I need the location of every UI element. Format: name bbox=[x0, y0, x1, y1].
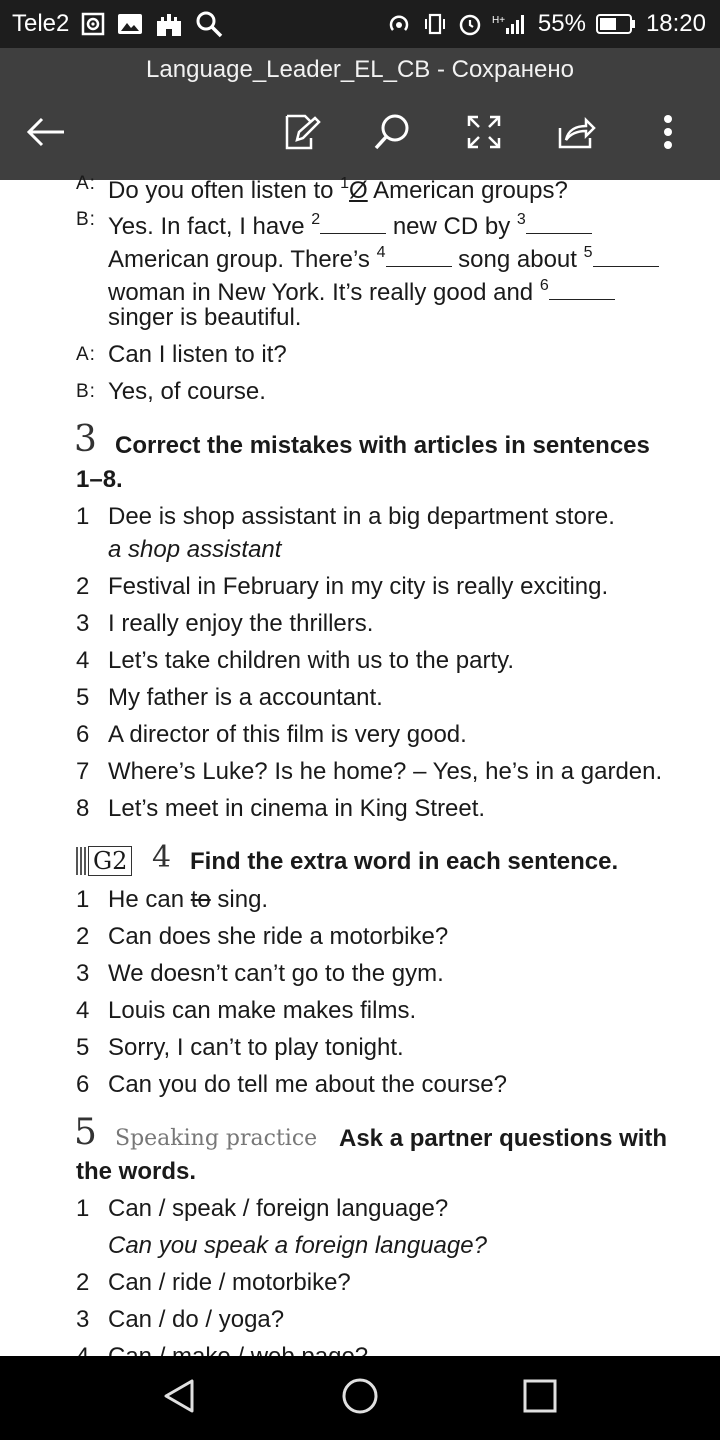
grammar-tag-marker bbox=[76, 847, 88, 875]
alarm-icon bbox=[458, 12, 482, 36]
item-number: 8 bbox=[76, 795, 90, 822]
dialogue-b1-text: song about bbox=[458, 246, 577, 273]
find-button[interactable] bbox=[368, 110, 416, 158]
item-text: Where’s Luke? Is he home? – Yes, he’s in a garden. bbox=[108, 758, 663, 785]
dialogue-b2-text: Yes, of course. bbox=[108, 378, 266, 405]
nav-recents-icon bbox=[522, 1378, 558, 1418]
item-text: I really enjoy the thrillers. bbox=[108, 610, 374, 637]
gap-blank bbox=[386, 248, 452, 267]
image-icon bbox=[117, 12, 143, 36]
dialogue-b1-text: American group. There’s bbox=[108, 246, 370, 273]
network-type-label: H+ bbox=[491, 15, 505, 26]
item-text: Can / do / yoga? bbox=[108, 1306, 285, 1333]
gap-blank bbox=[320, 215, 386, 234]
exercise-5-instruction: the words. bbox=[76, 1158, 197, 1185]
nav-home-icon bbox=[340, 1376, 380, 1420]
nav-recents-button[interactable] bbox=[516, 1374, 564, 1422]
item-number: 1 bbox=[76, 1195, 90, 1222]
nav-home-button[interactable] bbox=[336, 1374, 384, 1422]
gap-number: 5 bbox=[583, 244, 593, 261]
example-answer-text: Can you speak a foreign language? bbox=[108, 1232, 487, 1259]
navigation-bar bbox=[0, 1356, 720, 1440]
share-button[interactable] bbox=[552, 110, 600, 158]
gap-number: 6 bbox=[539, 277, 549, 294]
dialogue-a2-text: Can I listen to it? bbox=[108, 341, 287, 368]
item-text: Sorry, I can’t to play tonight. bbox=[108, 1034, 404, 1061]
castle-icon bbox=[155, 11, 183, 37]
item-text: Dee is shop assistant in a big department store. bbox=[108, 503, 615, 530]
edit-icon bbox=[283, 112, 321, 156]
example-answer-text: a shop assistant bbox=[108, 536, 282, 563]
battery-percent: 55% bbox=[537, 10, 586, 37]
item-number: 1 bbox=[76, 503, 90, 530]
speaker-b-label: B: bbox=[76, 381, 96, 402]
nav-back-icon bbox=[162, 1378, 198, 1418]
item-number: 2 bbox=[76, 1269, 90, 1296]
dialogue-b1-text: woman in New York. It’s really good and bbox=[108, 279, 534, 306]
gap-answer: Ø bbox=[349, 177, 368, 204]
item-number: 7 bbox=[76, 758, 90, 785]
edit-button[interactable] bbox=[278, 110, 326, 158]
exercise-5-instruction: Ask a partner questions with bbox=[339, 1125, 668, 1152]
more-button[interactable] bbox=[644, 110, 692, 158]
find-icon bbox=[372, 112, 412, 156]
gap-blank bbox=[549, 281, 615, 300]
item-number: 2 bbox=[76, 923, 90, 950]
item-text: Let’s meet in cinema in King Street. bbox=[108, 795, 486, 822]
speaker-b-label: B: bbox=[76, 209, 96, 230]
exercise-3-instruction: 1–8. bbox=[76, 466, 123, 493]
item-text: Let’s take children with us to the party. bbox=[108, 647, 514, 674]
item-number: 3 bbox=[76, 960, 90, 987]
gap-number: 3 bbox=[516, 211, 526, 228]
hotspot-icon bbox=[386, 12, 412, 36]
item-text: Can does she ride a motorbike? bbox=[108, 923, 449, 950]
item-text: Can / ride / motorbike? bbox=[108, 1269, 351, 1296]
clock: 18:20 bbox=[645, 10, 706, 37]
item-text: Can / speak / foreign language? bbox=[108, 1195, 449, 1222]
item-text: My father is a accountant. bbox=[108, 684, 383, 711]
item-number: 6 bbox=[76, 721, 90, 748]
item-text: Festival in February in my city is really exciting. bbox=[108, 573, 609, 600]
item-number: 2 bbox=[76, 573, 90, 600]
item-number: 4 bbox=[76, 647, 90, 674]
dialogue-a1-rest: American groups? bbox=[373, 177, 568, 204]
dialogue-b1-text: Yes. In fact, I have bbox=[108, 213, 305, 240]
item-text: We doesn’t can’t go to the gym. bbox=[108, 960, 444, 987]
carrier-label: Tele2 bbox=[12, 10, 70, 37]
item-number: 3 bbox=[76, 1306, 90, 1333]
sim-icon bbox=[81, 12, 105, 36]
search-icon bbox=[195, 10, 223, 38]
battery-icon bbox=[596, 13, 636, 35]
gap-number: 2 bbox=[311, 211, 321, 228]
item-text-before: He can bbox=[108, 886, 185, 913]
dialogue-a1-text: Do you often listen to bbox=[108, 177, 334, 204]
speaker-a-label: A: bbox=[76, 173, 96, 194]
status-bar bbox=[0, 0, 720, 48]
back-button[interactable] bbox=[22, 110, 70, 158]
item-text: Louis can make makes films. bbox=[108, 997, 417, 1024]
vibrate-icon bbox=[422, 12, 448, 36]
exercise-number: 4 bbox=[152, 840, 172, 875]
share-icon bbox=[556, 114, 596, 154]
gap-blank bbox=[526, 215, 592, 234]
dialogue-b1-text: new CD by bbox=[392, 213, 511, 240]
item-number: 5 bbox=[76, 1034, 90, 1061]
nav-back-button[interactable] bbox=[156, 1374, 204, 1422]
item-number: 6 bbox=[76, 1071, 90, 1098]
grammar-tag: G2 bbox=[88, 846, 132, 876]
item-number: 1 bbox=[76, 886, 90, 913]
back-arrow-icon bbox=[26, 116, 66, 152]
dialogue-b1-text: singer is beautiful. bbox=[108, 304, 302, 331]
speaker-a-label: A: bbox=[76, 344, 96, 365]
exercise-number: 3 bbox=[74, 419, 97, 460]
exercise-4-instruction: Find the extra word in each sentence. bbox=[190, 848, 619, 875]
signal-icon bbox=[492, 12, 528, 36]
item-text: Can you do tell me about the course? bbox=[108, 1071, 507, 1098]
speaking-practice-label: Speaking practice bbox=[115, 1126, 318, 1151]
item-text: A director of this film is very good. bbox=[108, 721, 467, 748]
item-text-after: sing. bbox=[217, 886, 269, 913]
gap-number: 4 bbox=[376, 244, 386, 261]
gap-blank bbox=[593, 248, 659, 267]
dialogue-text bbox=[108, 168, 568, 207]
fullscreen-icon bbox=[466, 114, 502, 154]
document-title: Language_Leader_EL_CB - Сохранено bbox=[146, 56, 574, 83]
fullscreen-button[interactable] bbox=[460, 110, 508, 158]
app-bar bbox=[0, 48, 720, 180]
item-number: 4 bbox=[76, 997, 90, 1024]
more-icon bbox=[662, 114, 674, 154]
gap-number: 1 bbox=[340, 175, 350, 192]
struck-word: to bbox=[190, 886, 211, 913]
item-number: 5 bbox=[76, 684, 90, 711]
document-page[interactable] bbox=[0, 173, 720, 1356]
exercise-number: 5 bbox=[74, 1112, 97, 1153]
exercise-3-instruction: Correct the mistakes with articles in sentences bbox=[115, 432, 650, 459]
item-text bbox=[108, 884, 268, 916]
item-number: 3 bbox=[76, 610, 90, 637]
